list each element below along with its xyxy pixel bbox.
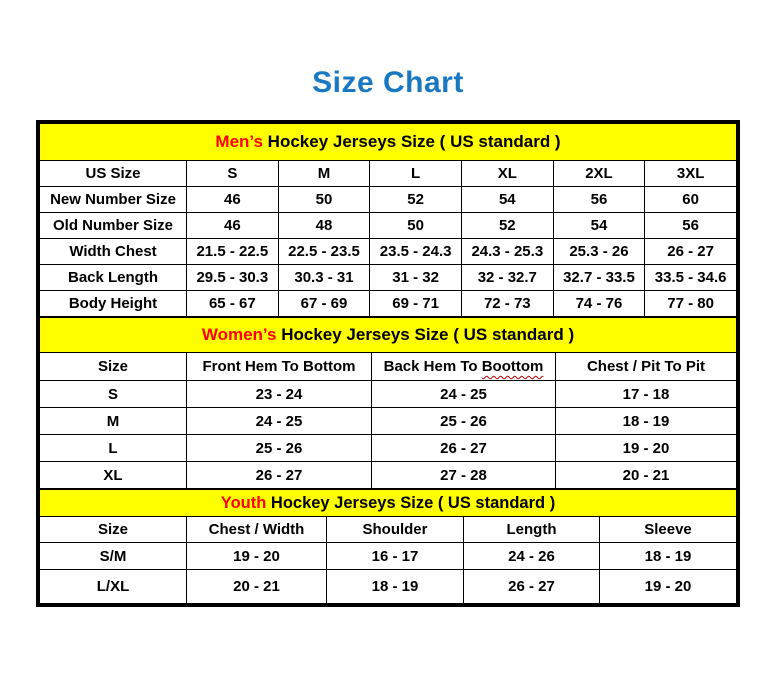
mens-header-row [40,161,737,187]
table-cell: 33.5 - 34.6 [645,265,737,291]
youth-col-header-sleeve: Sleeve [600,517,737,543]
table-cell: 67 - 69 [278,291,370,317]
table-cell: 16 - 17 [327,543,464,570]
table-cell: 19 - 20 [187,543,327,570]
mens-row-old-number-size [40,213,737,239]
row-label: Old Number Size [40,213,187,239]
table-cell: 23 - 24 [187,381,372,408]
table-cell: 18 - 19 [600,543,737,570]
mens-row-new-number-size [40,187,737,213]
table-cell: 19 - 20 [600,570,737,604]
mens-banner-row [40,124,737,161]
table-cell: 24 - 25 [187,408,372,435]
table-cell: 52 [461,213,553,239]
womens-col-header-chest: Chest / Pit To Pit [556,353,737,381]
womens-banner-accent: Women’s [201,325,277,344]
table-cell: 19 - 20 [556,435,737,462]
womens-row-m [40,408,737,435]
youth-banner-text: Hockey Jerseys Size ( US standard ) [266,493,556,512]
table-cell: 20 - 21 [556,462,737,489]
row-label: L [40,435,187,462]
table-cell: 74 - 76 [553,291,645,317]
table-cell: 24.3 - 25.3 [461,239,553,265]
table-cell: 69 - 71 [370,291,462,317]
womens-row-l [40,435,737,462]
back-hem-misspelled-word: Boottom [481,358,544,375]
row-label: XL [40,462,187,489]
table-cell: 56 [553,187,645,213]
womens-row-s [40,381,737,408]
womens-size-table [39,317,737,489]
table-cell: 25 - 26 [187,435,372,462]
table-cell: 52 [370,187,462,213]
table-cell: 72 - 73 [461,291,553,317]
youth-banner [40,490,737,517]
table-cell: 54 [461,187,553,213]
table-cell: 48 [278,213,370,239]
youth-col-header-shoulder: Shoulder [327,517,464,543]
table-cell: 30.3 - 31 [278,265,370,291]
womens-header-row [40,353,737,381]
table-cell: 22.5 - 23.5 [278,239,370,265]
table-cell: 77 - 80 [645,291,737,317]
table-cell: 26 - 27 [645,239,737,265]
womens-row-xl [40,462,737,489]
youth-row-sm [40,543,737,570]
page-title: Size Chart [312,66,464,99]
table-cell: 50 [370,213,462,239]
table-cell: 65 - 67 [187,291,279,317]
mens-col-header-s: S [187,161,279,187]
table-cell: 24 - 26 [464,543,600,570]
row-label: Width Chest [40,239,187,265]
table-cell: 20 - 21 [187,570,327,604]
mens-row-back-length [40,265,737,291]
mens-col-header-2xl: 2XL [553,161,645,187]
mens-col-header-us-size: US Size [40,161,187,187]
size-chart-tables [36,120,740,607]
table-cell: 26 - 27 [372,435,556,462]
mens-col-header-m: M [278,161,370,187]
table-cell: 24 - 25 [372,381,556,408]
table-cell: 25 - 26 [372,408,556,435]
table-cell: 18 - 19 [327,570,464,604]
row-label: New Number Size [40,187,187,213]
womens-banner-text: Hockey Jerseys Size ( US standard ) [276,325,575,344]
table-cell: 32 - 32.7 [461,265,553,291]
table-cell: 32.7 - 33.5 [553,265,645,291]
table-cell: 31 - 32 [370,265,462,291]
row-label: Body Height [40,291,187,317]
womens-col-header-back-hem [372,353,556,381]
row-label: M [40,408,187,435]
mens-col-header-3xl: 3XL [645,161,737,187]
table-cell: 60 [645,187,737,213]
mens-banner-text: Hockey Jerseys Size ( US standard ) [262,132,561,151]
table-cell: 25.3 - 26 [553,239,645,265]
table-cell: 50 [278,187,370,213]
mens-banner [40,124,737,161]
row-label: Back Length [40,265,187,291]
mens-banner-accent: Men’s [215,132,263,151]
youth-banner-row [40,490,737,517]
womens-banner [40,318,737,353]
womens-banner-row [40,318,737,353]
youth-banner-accent: Youth [220,493,267,512]
table-cell: 27 - 28 [372,462,556,489]
youth-row-lxl [40,570,737,604]
youth-size-table [39,489,737,604]
row-label: S/M [40,543,187,570]
table-cell: 17 - 18 [556,381,737,408]
table-cell: 29.5 - 30.3 [187,265,279,291]
back-hem-label-prefix: Back Hem To [383,358,482,375]
mens-size-table [39,123,737,317]
youth-col-header-length: Length [464,517,600,543]
table-cell: 21.5 - 22.5 [187,239,279,265]
womens-col-header-front-hem: Front Hem To Bottom [187,353,372,381]
table-cell: 46 [187,187,279,213]
table-cell: 56 [645,213,737,239]
table-cell: 54 [553,213,645,239]
mens-row-body-height [40,291,737,317]
row-label: S [40,381,187,408]
table-cell: 26 - 27 [464,570,600,604]
mens-row-width-chest [40,239,737,265]
table-cell: 26 - 27 [187,462,372,489]
youth-col-header-chest-width: Chest / Width [187,517,327,543]
youth-col-header-size: Size [40,517,187,543]
mens-col-header-l: L [370,161,462,187]
table-cell: 18 - 19 [556,408,737,435]
youth-header-row [40,517,737,543]
mens-col-header-xl: XL [461,161,553,187]
table-cell: 46 [187,213,279,239]
womens-col-header-size: Size [40,353,187,381]
row-label: L/XL [40,570,187,604]
table-cell: 23.5 - 24.3 [370,239,462,265]
